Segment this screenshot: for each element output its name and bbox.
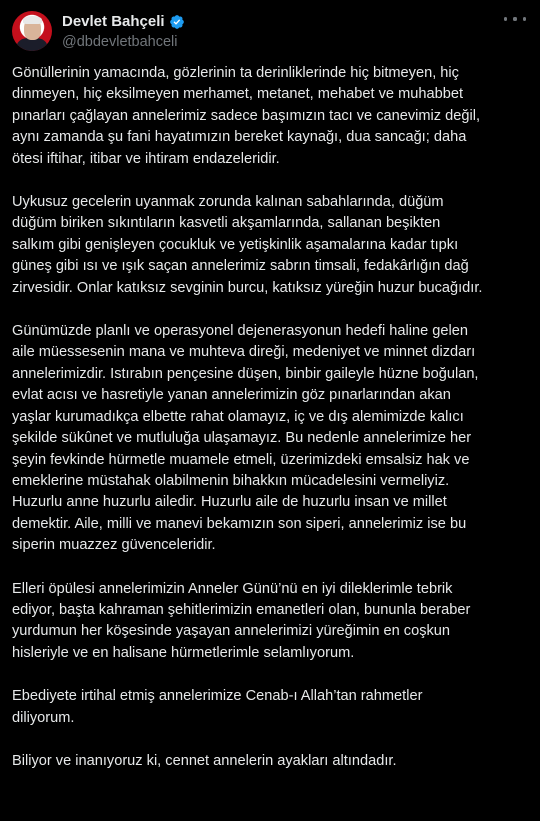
post-paragraph: Biliyor ve inanıyoruz ki, cennet annelerin ayakları altındadır. xyxy=(12,752,397,769)
post-paragraph: Günümüzde planlı ve operasyonel dejenerasyonun hedefi haline gelen aile müessesenin mana ve muhteva direği, medeniyet ve minnet dizdarı annelerimizdir. Istırabın pençesine düşen, binbir gaileyle hüzne boğulan, evlat acısı ve hasretiyle yanan annelerimizin göz pınarlarından akan yaşlar kurumadıkça elbette rahat olamayız, iç ve dış alemimizde kalıcı şekilde sükûnet ve mutluluğa ulaşamayız. Bu nedenle annelerimize her şeyin fevkinde hürmetle muamele etmeli, üzerimizdeki emsalsiz hak ve emeklerine müstahak olabilmenin bihakkın mücadelesini vermeliyiz. Huzurlu anne huzurlu ailedir. Huzurlu aile de huzurlu insan ve millet demektir. Aile, milli ve manevi bekamızın son siperi, annelerimiz ise bu siperin muazzez güvenceleridir. xyxy=(12,323,479,554)
post-paragraph: Ebediyete irtihal etmiş annelerimize Cenab-ı Allah’tan rahmetler diliyorum. xyxy=(12,688,423,726)
more-dot xyxy=(504,17,507,20)
more-dot xyxy=(513,17,516,20)
post-paragraph: Gönüllerinin yamacında, gözlerinin ta derinliklerinde hiç bitmeyen, hiç dinmeyen, hiç eksilmeyen merhamet, metanet, mehabet ve muhabbet pınarları çağlayan annelerimiz sadece başımızın tacı ve canevimiz değil, aynı zamanda şu fani hayatımızın bereket kaynağı, dua sancağı; daha ötesi iftihar, itibar ve ihtiram endazeleridir. xyxy=(12,65,481,167)
post-paragraph: Elleri öpülesi annelerimizin Anneler Günü’nü en iyi dileklerimle tebrik ediyor, başta kahraman şehitlerimizin emanetleri olan, bununla beraber yurdumun her köşesinde yaşayan annelerimizi yüreğimin en coşkun hisleriyle ve en halisane hürmetlerimle selamlıyorum. xyxy=(12,580,471,661)
author-handle[interactable]: @dbdevletbahceli xyxy=(62,34,178,50)
post-text xyxy=(12,63,532,794)
author-name-row xyxy=(62,13,185,31)
avatar[interactable] xyxy=(12,11,52,51)
more-dot xyxy=(523,17,526,20)
post-header xyxy=(12,10,528,54)
verified-badge-icon xyxy=(169,14,185,30)
post-paragraph: Uykusuz gecelerin uyanmak zorunda kalınan sabahlarında, düğüm düğüm biriken sıkıntıların kasvetli akşamlarında, sallanan beşikten salkım gibi genişleyen çocukluk ve yetişkinlik aşamalarına kadar tıpkı güneş gibi ısı ve ışık saçan annelerimiz sabrın timsali, fedakârlığın dağ zirvesidir. Onlar katıksız sevginin burcu, katıksız yüreğin huzur bucağıdır. xyxy=(12,194,483,296)
more-options-icon[interactable] xyxy=(504,12,526,26)
author-display-name[interactable]: Devlet Bahçeli xyxy=(62,13,165,30)
avatar-hair xyxy=(23,16,42,24)
